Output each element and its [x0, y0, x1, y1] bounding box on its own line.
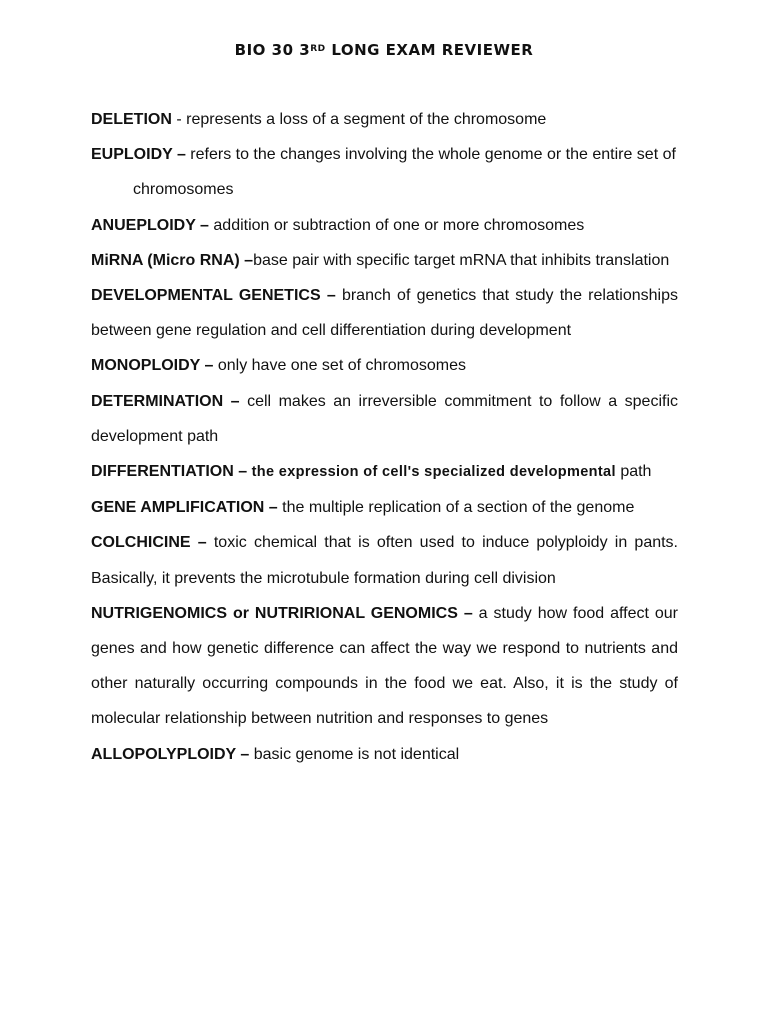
term-monoploidy: MONOPLOIDY –: [91, 357, 214, 375]
entry-mirna: [91, 243, 678, 278]
definition-differentiation: the expression of cell's specialized developmental: [251, 464, 616, 481]
entry-anueploidy: [91, 208, 678, 243]
definition-euploidy-cont: chromosomes: [133, 181, 234, 199]
definition-euploidy: refers to the changes involving the whole genome or the entire set of: [190, 146, 676, 164]
title-superscript: RD: [310, 44, 326, 54]
entry-nutrigenomics: [91, 596, 678, 737]
entry-allopolyploidy: [91, 737, 678, 772]
term-differentiation: DIFFERENTIATION –: [91, 463, 248, 481]
term-mirna: MiRNA (Micro RNA) –: [91, 251, 254, 269]
definition-determination: cell makes an irreversible commitment to follow a specific development path: [91, 392, 678, 445]
term-colchicine: COLCHICINE –: [91, 534, 207, 552]
definition-deletion: represents a loss of a segment of the chromosome: [186, 111, 547, 128]
term-euploidy: EUPLOIDY –: [91, 146, 186, 164]
term-developmental-genetics: DEVELOPMENTAL GENETICS –: [91, 287, 336, 305]
entry-euploidy: [91, 137, 678, 207]
definition-developmental-genetics: branch of genetics that study the relationships between gene regulation and cell differentiation during development: [91, 287, 678, 340]
entry-differentiation: [91, 454, 678, 490]
term-allopolyploidy: ALLOPOLYPLOIDY –: [91, 745, 250, 763]
entry-determination: [91, 384, 678, 454]
glossary-list: [91, 102, 678, 772]
definition-colchicine: toxic chemical that is often used to induce polyploidy in pants. Basically, it prevents the microtubule formation during cell division: [91, 534, 679, 587]
entry-developmental-genetics: [91, 278, 678, 348]
term-nutrigenomics: NUTRIGENOMICS or NUTRIRIONAL GENOMICS –: [91, 604, 473, 622]
entry-colchicine: [91, 525, 678, 595]
definition-allopolyploidy: basic genome is not identical: [253, 745, 460, 763]
definition-anueploidy: addition or subtraction of one or more chromosomes: [213, 216, 585, 234]
entry-gene-amplification: [91, 490, 678, 525]
title-suffix: LONG EXAM REVIEWER: [325, 41, 534, 59]
term-deletion: DELETION: [91, 111, 172, 128]
title-prefix: BIO 30 3: [234, 41, 311, 59]
entry-deletion: DELETION - represents a loss of a segment of the chromosome: [91, 111, 547, 128]
definition-mirna: base pair with specific target mRNA that inhibits translation: [253, 251, 670, 269]
document-title: [0, 40, 768, 60]
term-anueploidy: ANUEPLOIDY –: [91, 216, 209, 234]
definition-gene-amplification: the multiple replication of a section of the genome: [282, 499, 635, 517]
definition-nutrigenomics: a study how food affect our genes and how genetic difference can affect the way we respond to nutrients and other naturally occurring compounds in the food we eat. Also, it is the study of molecular relationship between nutrition and responses to genes: [91, 604, 678, 728]
entry-monoploidy: [91, 348, 678, 383]
definition-differentiation-tail: path: [620, 463, 652, 481]
term-gene-amplification: GENE AMPLIFICATION –: [91, 499, 278, 517]
definition-monoploidy: only have one set of chromosomes: [217, 357, 466, 375]
term-determination: DETERMINATION –: [91, 392, 240, 410]
